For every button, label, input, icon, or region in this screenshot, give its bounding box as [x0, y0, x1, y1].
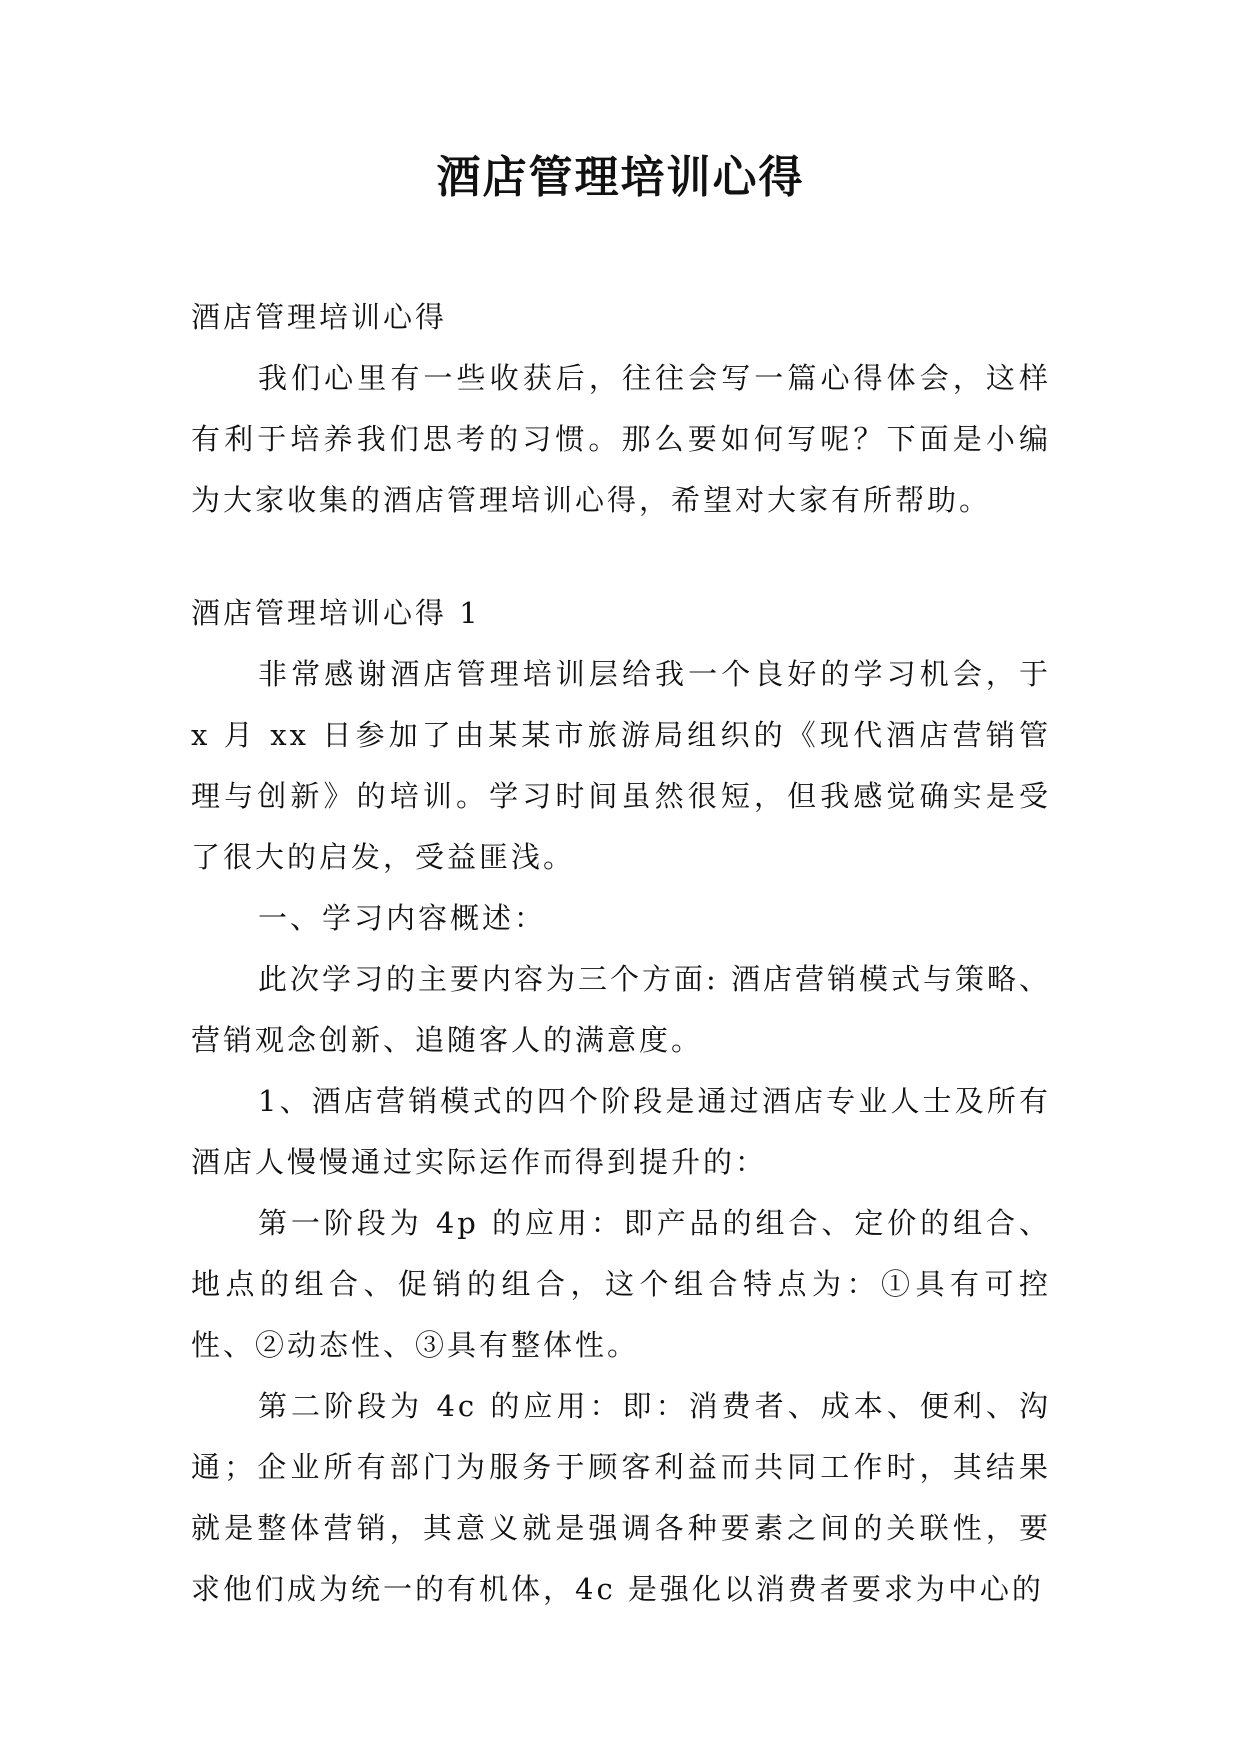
body-paragraph: 一、学习内容概述：: [258, 901, 547, 935]
body-paragraph: 1、酒店营销模式的四个阶段是通过酒店专业人士及所有酒店人慢慢通过实际运作而得到提升的：: [191, 1084, 1051, 1179]
body-paragraph: 第二阶段为 4c 的应用：即：消费者、成本、便利、沟通；企业所有部门为服务于顾客利益而共同工作时，其结果就是整体营销，其意义就是强调各种要素之间的关联性，要求他们成为统一的有机体，4c 是强化以消费者要求为中心的: [191, 1389, 1051, 1606]
intro-paragraph: 我们心里有一些收获后，往往会写一篇心得体会，这样有利于培养我们思考的习惯。那么要如何写呢？下面是小编为大家收集的酒店管理培训心得，希望对大家有所帮助。: [191, 361, 1051, 517]
document-title: 酒店管理培训心得: [436, 152, 805, 203]
body-paragraph: 此次学习的主要内容为三个方面: 酒店营销模式与策略、营销观念创新、追随客人的满意度。: [191, 962, 1051, 1057]
body-paragraph: 非常感谢酒店管理培训层给我一个良好的学习机会，于 x 月 xx 日参加了由某某市旅游局组织的《现代酒店营销管理与创新》的培训。学习时间虽然很短，但我感觉确实是受了很大的启发，受益匪浅。: [191, 657, 1051, 874]
body-paragraph: 第一阶段为 4p 的应用：即产品的组合、定价的组合、地点的组合、促销的组合，这个组合特点为：①具有可控性、②动态性、③具有整体性。: [191, 1206, 1051, 1362]
document-body: [191, 287, 1051, 1620]
document-subtitle: 酒店管理培训心得: [191, 300, 448, 334]
section-heading: 酒店管理培训心得 1: [191, 596, 481, 630]
